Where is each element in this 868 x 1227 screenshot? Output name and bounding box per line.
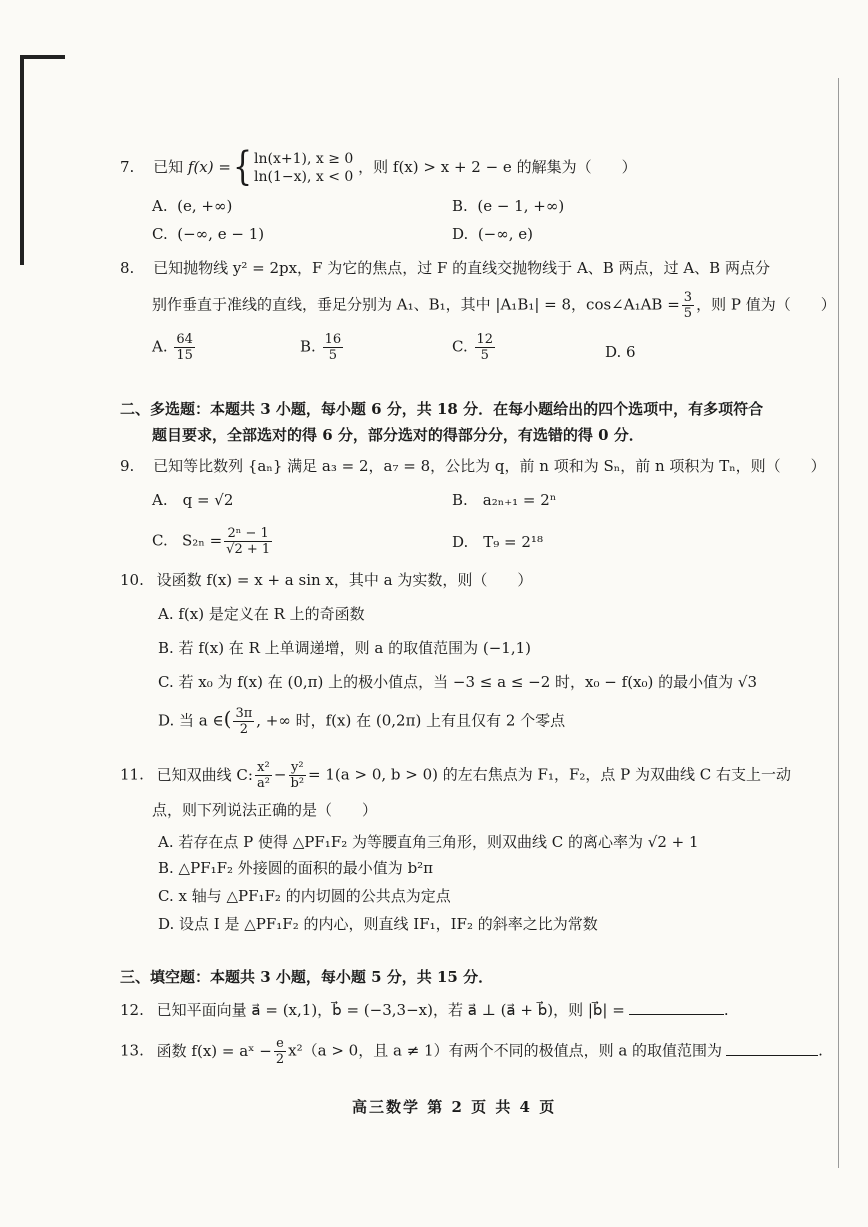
question-8-line-2: 别作垂直于准线的直线，垂足分别为 A₁、B₁，其中 |A₁B₁| = 8，cos∠A₁AB = $\frac{3}{5}$ ，则 P 值为（ ）	[152, 290, 836, 321]
question-lead: 已知	[153, 158, 184, 176]
q10-option-c: C. 若 x₀ 为 f(x) 在 (0,π) 上的极小值点，当 −3 ≤ a ≤ −2 时，x₀ − f(x₀) 的最小值为 √3	[158, 673, 758, 691]
question-text: 已知平面向量 a⃗ = (x,1)，b⃗ = (−3,3−x)，若 a⃗ ⊥ (a⃗ + b⃗)，则 |b⃗| =	[156, 1001, 625, 1019]
q8-option-d: D. 6	[605, 343, 636, 361]
q8-option-b: B. $\frac{16}{5}$	[300, 332, 342, 363]
question-10	[120, 568, 532, 592]
q9-option-c: C. S₂ₙ = $\frac{\text{2ⁿ − 1}}{√2 + 1}$	[152, 526, 271, 557]
q7-option-b: B. (e − 1, +∞)	[452, 197, 565, 215]
question-11: 11. 已知双曲线 C: $\frac{\text{x²}}{\text{a²}}$ − $\frac{\text{y²}}{\text{b²}}$ = 1(a > 0, b > 0) 的左右焦点为 F₁，F₂，点 P 为双曲线 C 右支上一动	[120, 760, 792, 791]
q11-option-c: C. x 轴与 △PF₁F₂ 的内切圆的公共点为定点	[158, 887, 451, 905]
section-3-heading: 三、填空题：本题共 3 小题，每小题 5 分，共 15 分．	[120, 968, 494, 986]
cos-fraction: $\frac{3}{5}$	[683, 290, 693, 321]
scan-edge-line	[838, 78, 839, 1168]
piecewise-cases	[254, 150, 353, 186]
q9-option-a: A. q = √2	[152, 491, 234, 509]
q9-option-b: B. a₂ₙ₊₁ = 2ⁿ	[452, 491, 557, 509]
question-text: 已知等比数列 {aₙ} 满足 a₃ = 2，a₇ = 8，公比为 q，前 n 项和为 Sₙ，前 n 项积为 Tₙ，则（ ）	[153, 457, 826, 475]
q11-option-a: A. 若存在点 P 使得 △PF₁F₂ 为等腰直角三角形，则双曲线 C 的离心率为 √2 + 1	[158, 833, 699, 851]
q7-option-c: C. (−∞, e − 1)	[152, 225, 265, 243]
question-9	[120, 454, 826, 478]
answer-blank	[726, 1041, 818, 1056]
question-number: 12.	[120, 1001, 144, 1019]
question-11-line-2: 点，则下列说法正确的是（ ）	[152, 801, 378, 819]
q10-option-b: B. 若 f(x) 在 R 上单调递增，则 a 的取值范围为 (−1,1)	[158, 639, 532, 657]
q10-option-d: D. 当 a ∈( $\frac{3\pi}{2}$ , +∞ 时，f(x) 在 (0,2π) 上有且仅有 2 个零点	[158, 706, 566, 737]
q11-option-b: B. △PF₁F₂ 外接圆的面积的最小值为 b²π	[158, 859, 434, 877]
answer-blank	[629, 1000, 724, 1015]
question-tail: ，则 f(x) > x + 2 − e 的解集为（ ）	[358, 158, 637, 176]
q8-option-c: C. $\frac{12}{5}$	[452, 332, 494, 363]
question-number: 11.	[120, 765, 144, 784]
question-number: 8.	[120, 259, 135, 277]
q7-option-d: D. (−∞, e)	[452, 225, 533, 243]
question-7	[120, 144, 637, 191]
question-12: 12. 已知平面向量 a⃗ = (x,1)，b⃗ = (−3,3−x)，若 a⃗ ⊥ (a⃗ + b⃗)，则 |b⃗| = .	[120, 1001, 729, 1019]
question-number: 7.	[120, 158, 135, 176]
question-text: 设函数 f(x) = x + a sin x，其中 a 为实数，则（ ）	[156, 571, 533, 589]
section-2-instructions: 题目要求，全部选对的得 6 分，部分选对的得部分分，有选错的得 0 分．	[152, 426, 644, 444]
question-number: 9.	[120, 457, 135, 475]
q10-option-a: A. f(x) 是定义在 R 上的奇函数	[158, 605, 365, 623]
q8-option-a: A. $\frac{64}{15}$	[152, 332, 193, 363]
case-2: ln(1−x), x < 0	[254, 169, 354, 185]
function-name: f(x) =	[187, 158, 231, 176]
question-line-1: 已知抛物线 y² = 2px，F 为它的焦点，过 F 的直线交抛物线于 A、B 两点，过 A、B 两点分	[153, 259, 770, 277]
q11-option-d: D. 设点 I 是 △PF₁F₂ 的内心，则直线 IF₁，IF₂ 的斜率之比为常数	[158, 915, 598, 933]
question-8	[120, 256, 770, 280]
question-number: 13.	[120, 1041, 144, 1060]
scan-corner-mark-vertical	[20, 55, 24, 265]
section-2-heading: 二、多选题：本题共 3 小题，每小题 6 分，共 18 分．在每小题给出的四个选项中，有多项符合	[120, 400, 764, 418]
case-1: ln(x+1), x ≥ 0	[254, 151, 354, 167]
question-13: 13. 函数 f(x) = aˣ − $\frac{e}{2}$ x²（a > 0，且 a ≠ 1）有两个不同的极值点，则 a 的取值范围为 .	[120, 1036, 823, 1067]
q9-option-d: D. T₉ = 2¹⁸	[452, 533, 543, 551]
scan-corner-mark	[20, 55, 65, 59]
question-number: 10.	[120, 571, 144, 589]
q7-option-a: A. (e, +∞)	[152, 197, 233, 215]
piecewise-brace: {	[232, 144, 253, 191]
page-footer: 高三数学 第 2 页 共 4 页	[352, 1098, 557, 1116]
